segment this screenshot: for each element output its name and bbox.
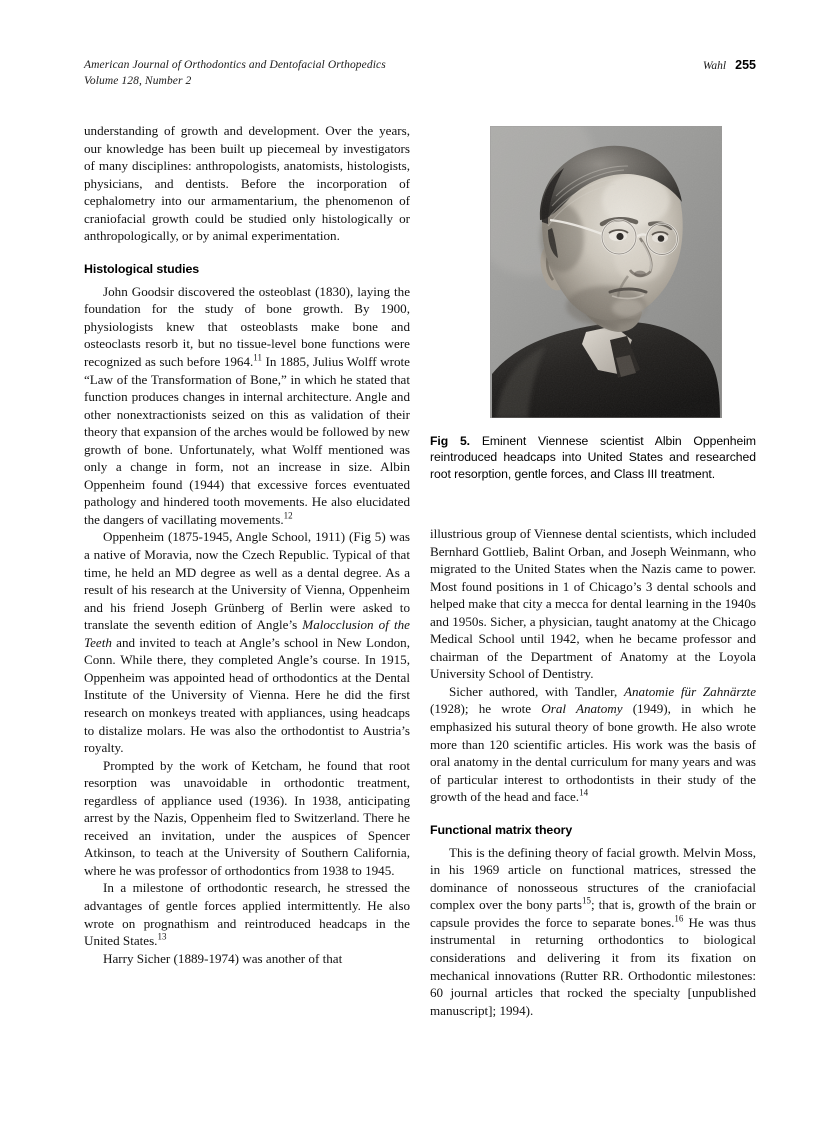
paragraph-text: and invited to teach at Angle’s school in New London, Conn. While there, they completed Angle’s course. In 1915, Oppenheim was appointed head of orthodontics at the Dental Institute of the University of Vienna. Here he did the first research on monkeys treated with appliances, using headcaps to distalize molars. He was also the orthodontist to Austria’s royalty. <box>84 634 410 756</box>
paragraph-text: Prompted by the work of Ketcham, he found that root resorption was unavoidable in orthodontic treatment, regardless of appliance used (1936). In 1938, anticipating arrest by the Nazis, Oppenheim fled to Switzerland. There he received an invitation, under the auspices of Spencer Atkinson, to teach at the University of Southern California, where he was professor of orthodontics from 1938 to 1945. <box>84 757 410 878</box>
running-head <box>84 58 756 89</box>
volume-issue: Volume 128, Number 2 <box>84 74 192 87</box>
paragraph-milestone <box>84 879 410 949</box>
running-head-page-block <box>703 58 756 72</box>
journal-title: American Journal of Orthodontics and Dentofacial Orthopedics <box>84 59 386 71</box>
book-title-anatomie-fur-zahnarzte: Anatomie für Zahnärzte <box>624 683 757 699</box>
left-column <box>84 122 410 967</box>
footnote-ref-14: 14 <box>579 787 589 798</box>
paragraph-functional-matrix <box>430 844 756 1019</box>
section-heading-histological-studies: Histological studies <box>84 261 200 276</box>
paragraph-illustrious-group <box>430 525 756 683</box>
running-head-author: Wahl <box>702 60 727 72</box>
spacer <box>84 245 410 261</box>
paragraph-text: Sicher authored, with Tandler, <box>449 683 624 699</box>
figure-caption-text: Eminent Viennese scientist Albin Oppenheim reintroduced headcaps into United States and researched root resorption, gentle forces, and Class III treatment. <box>430 434 756 481</box>
page-number: 255 <box>735 58 756 72</box>
footnote-ref-11: 11 <box>253 352 262 363</box>
footnote-ref-12: 12 <box>283 510 293 521</box>
paragraph-text: This is the defining theory of facial growth. Melvin Moss, in his 1969 article on functional matrices, stressed the dominance of nonosseous structures of the craniofacial complex over the bony parts <box>430 844 756 913</box>
paragraph-text: ; that is, growth of the brain or capsule provides the force to separate bones. <box>430 897 756 930</box>
spacer <box>430 806 756 822</box>
paragraph-text: (1949), in which he emphasized his sutural theory of bone growth. He also wrote more than 120 scientific articles. His work was the basis of oral anatomy in the dental curriculum for many years and was of particular interest to orthodontists in their study of the growth of the head and face. <box>430 701 756 805</box>
paragraph-ketcham <box>84 757 410 880</box>
running-head-journal-block <box>84 58 386 89</box>
book-title-oral-anatomy: Oral Anatomy <box>541 701 623 717</box>
paragraph-text: Harry Sicher (1889-1974) was another of that <box>103 950 343 966</box>
paragraph-text: Oppenheim (1875-1945, Angle School, 1911) (Fig 5) was a native of Moravia, now the Czech Republic. Typical of that time, he held an MD degree as well as a dental degree. As a result of his research at the University of Vienna, Oppenheim and his friend Joseph Grünberg of Berlin were asked to translate the seventh edition of Angle’s <box>84 529 410 633</box>
footnote-ref-16: 16 <box>674 913 684 924</box>
figure-label: Fig 5. <box>430 434 471 448</box>
paragraph-text: (1928); he wrote <box>430 701 542 717</box>
paragraph-sicher-works <box>430 683 756 806</box>
right-column <box>430 525 756 1019</box>
figure-caption <box>430 433 756 482</box>
paragraph-text: illustrious group of Viennese dental scientists, which included Bernhard Gottlieb, Balint Orban, and Joseph Weinmann, who migrated to the United States when the Nazis came to power. Most found positions in 1 of Chicago’s 3 dental schools and helped make that city a mecca for dental learning in the 1940s and 1950s. Sicher, a physician, taught anatomy at the Chicago Medical School until 1942, when he became professor and chairman of the Department of Anatomy at the Loyola University School of Dentistry. <box>430 526 756 682</box>
figure-5 <box>430 122 756 482</box>
footnote-ref-13: 13 <box>157 931 167 942</box>
portrait-photograph-graphic <box>490 126 722 418</box>
section-heading-functional-matrix-theory: Functional matrix theory <box>430 822 573 837</box>
paragraph-text: In 1885, Julius Wolff wrote “Law of the Transformation of Bone,” in which he stated that function produces changes in internal architecture. Angle and other nonextractionists seized on this as validation of their theory that expansion of the arches would be followed by new growth of bone. Unfortunately, what Wolff mentioned was only a change in form, not an increase in size. Albin Oppenheim found (1944) that excessive forces eventuated pathology and hindered tooth movements. He also elucidated the dangers of vacillating movements. <box>84 354 410 527</box>
paragraph-text: In a milestone of orthodontic research, he stressed the advantages of gentle forces applied intermittently. He also wrote on prognathism and reintroduced headcaps in the United States. <box>84 880 410 949</box>
paragraph-goodsir <box>84 283 410 529</box>
paragraph-sicher-intro <box>84 950 410 968</box>
paragraph-growth-development <box>84 122 410 245</box>
paragraph-text: John Goodsir discovered the osteoblast (1830), laying the foundation for the study of bone growth. By 1900, physiologists knew that osteoblasts make bone and osteoclasts resorb it, but no tissue-level bone functions were recognized as such before 1964. <box>84 283 410 370</box>
book-title-malocclusion-of-the-teeth: Malocclusion of the Teeth <box>84 617 410 650</box>
paragraph-text: He was thus instrumental in returning orthodontics to biological considerations and delivering it from its fixation on mechanical innovations (Rutter RR. Orthodontic milestones: 60 journal articles that rocked the specialty [unpublished manuscript]; 1994). <box>430 914 756 1018</box>
paragraph-oppenheim-biography <box>84 528 410 756</box>
paragraph-text: understanding of growth and development. Over the years, our knowledge has been built up piecemeal by investigators of many disciplines: anthropologists, anatomists, histologists, physicians, and dentists. Before the incorporation of cephalometry into our armamentarium, the phenomenon of craniofacial growth could be studied only histologically or anthropologically, or by animal experimentation. <box>84 123 410 244</box>
footnote-ref-15: 15 <box>581 896 591 907</box>
portrait-photograph-albin-oppenheim <box>490 126 722 418</box>
